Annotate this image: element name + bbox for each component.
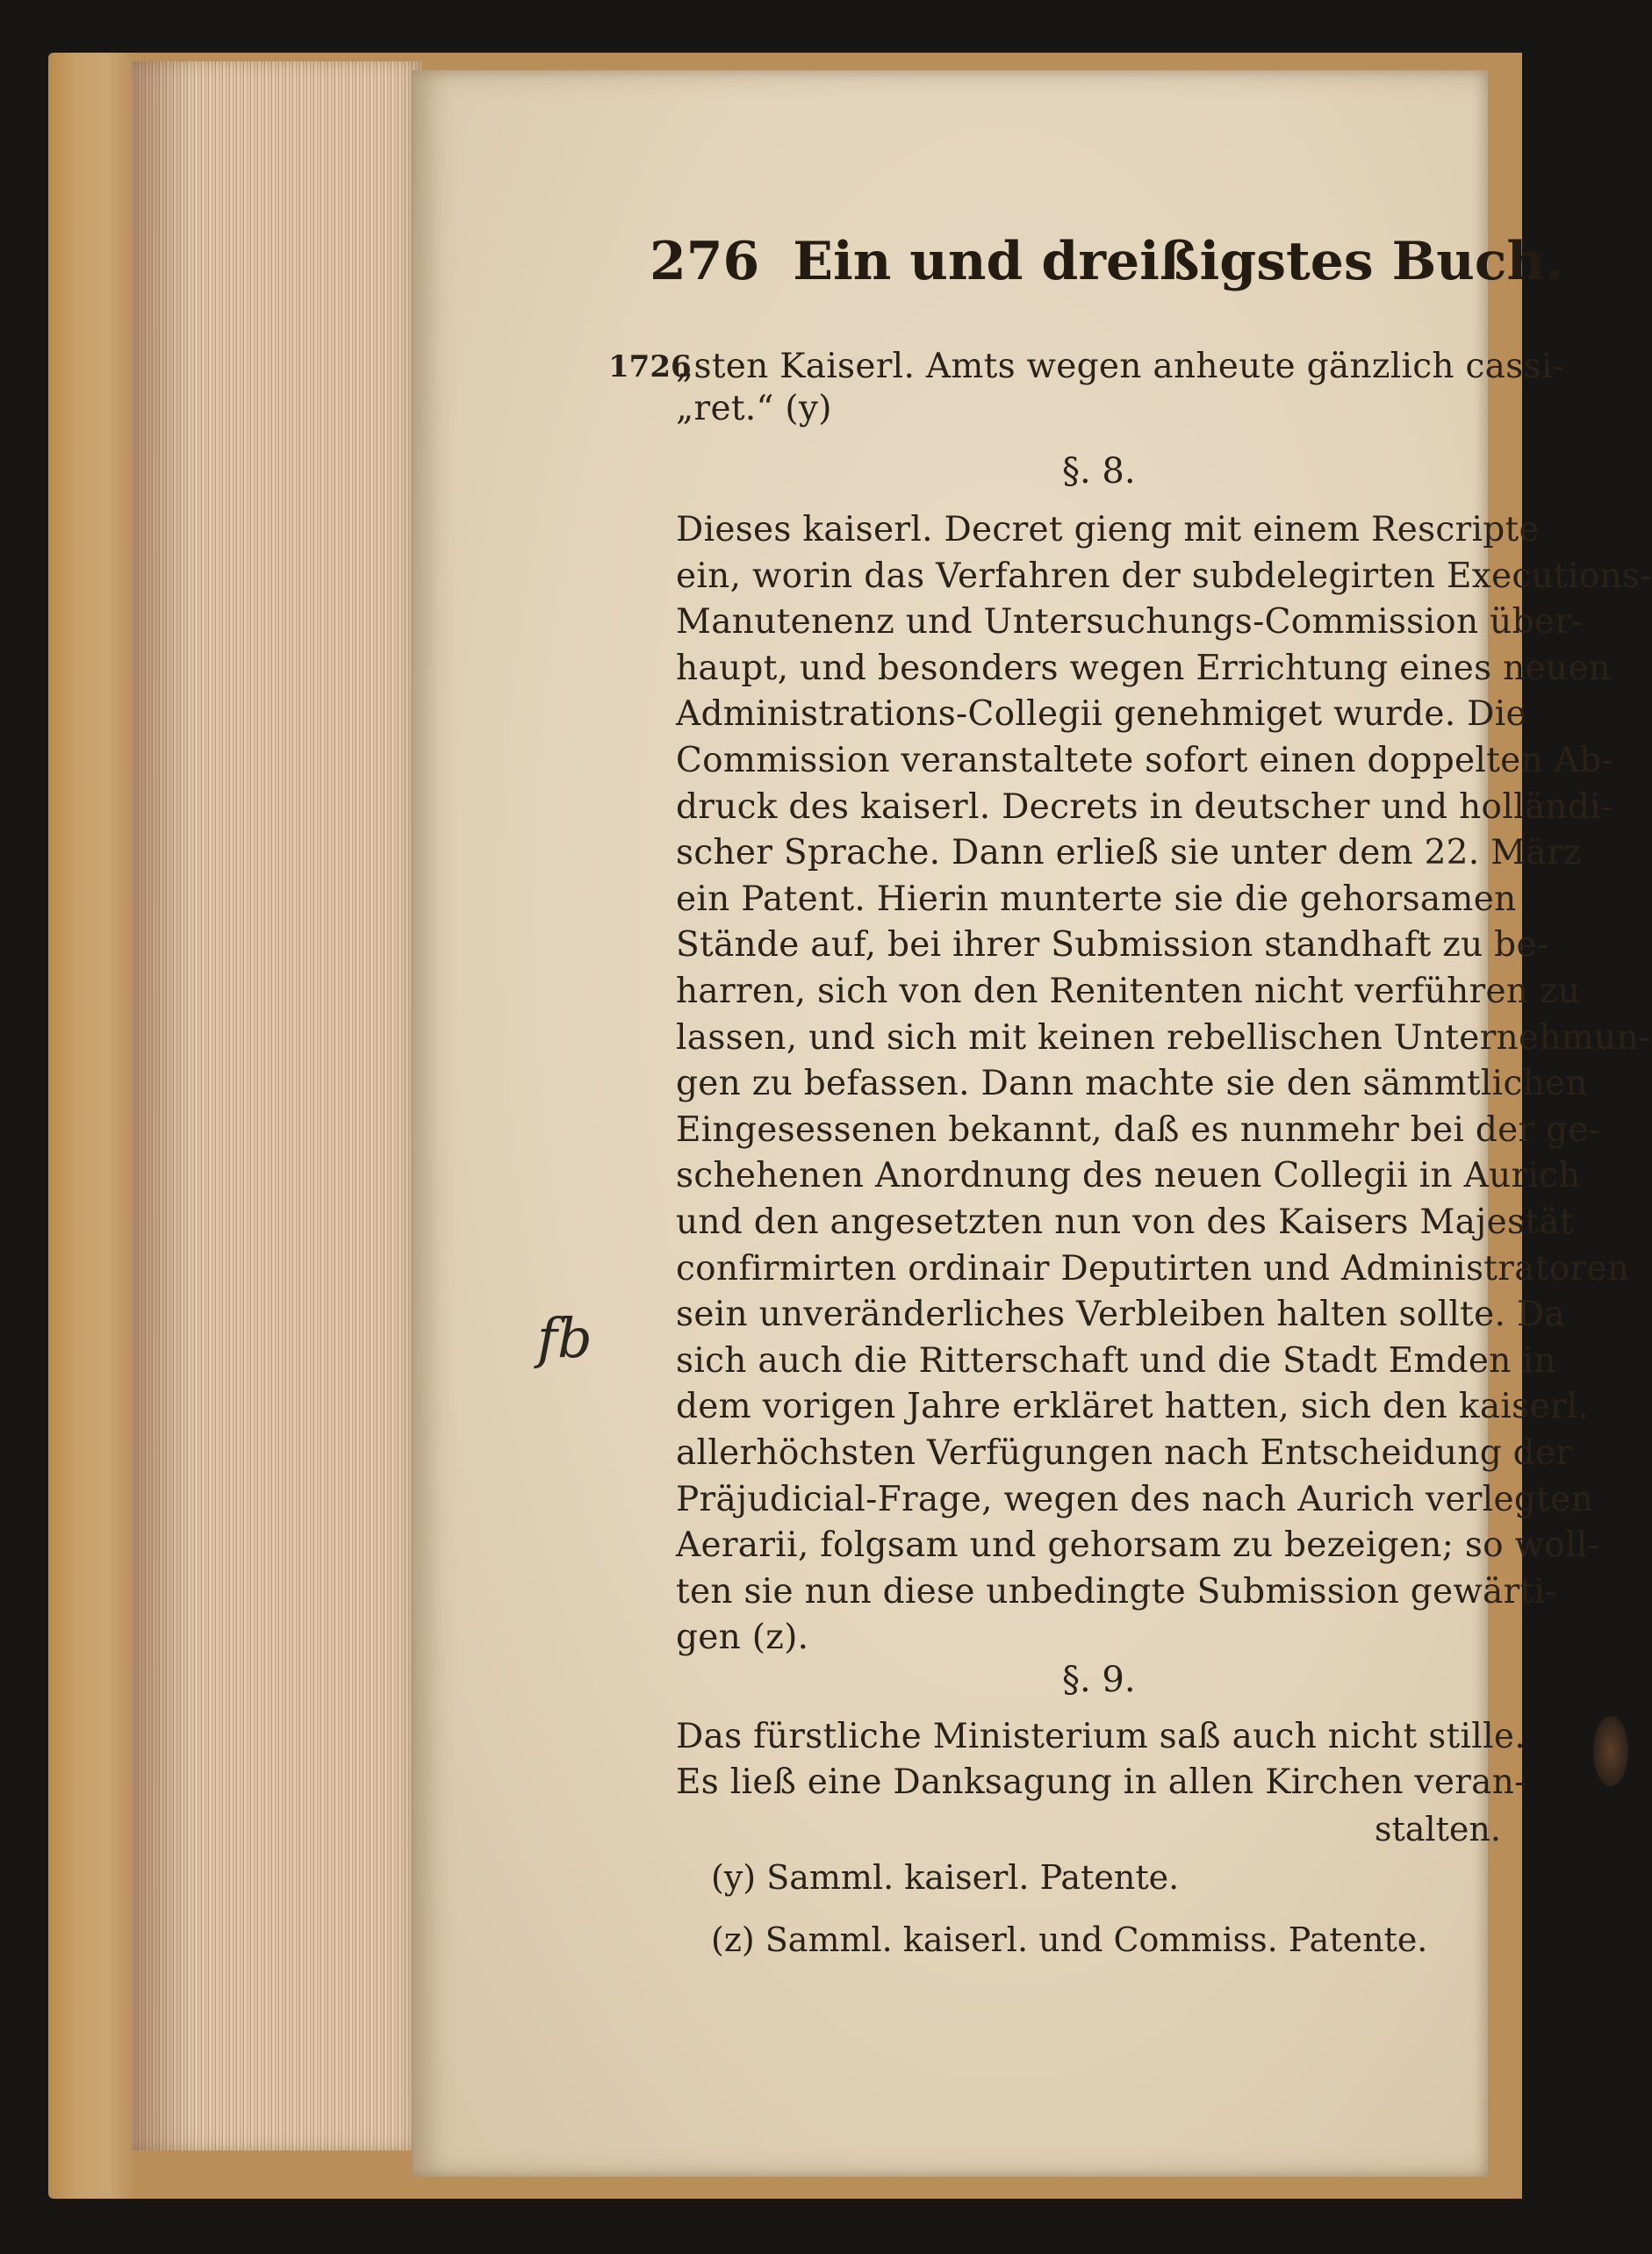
text-line: scher Sprache. Dann erließ sie unter dem 22. März <box>676 833 1582 873</box>
text-line: ein, worin das Verfahren der subdelegirten Executions- <box>676 556 1652 596</box>
text-line: Eingesessenen bekannt, daß es nunmehr bei der ge- <box>676 1109 1601 1150</box>
text-line: haupt, und besonders wegen Errichtung eines neuen <box>676 648 1612 688</box>
handwritten-margin-note: fb <box>537 1306 593 1370</box>
text-line: dem vorigen Jahre erkläret hatten, sich den kaiserl. <box>676 1387 1590 1427</box>
text-line: Präjudicial-Frage, wegen des nach Aurich verlegten <box>676 1479 1593 1519</box>
running-title: Ein und dreißigstes Buch. <box>793 231 1563 292</box>
catchword: stalten. <box>1375 1810 1501 1848</box>
text-line: Manutenenz und Untersuchungs-Commission über- <box>676 602 1584 642</box>
text-line: „ret.“ (y) <box>676 389 832 428</box>
text-line: und den angesetzten nun von des Kaisers Majestät <box>676 1202 1574 1242</box>
text-line: „sten Kaiserl. Amts wegen anheute gänzlich cassi- <box>676 347 1565 386</box>
text-line: Stände auf, bei ihrer Submission standhaft zu be- <box>676 925 1549 965</box>
text-line: harren, sich von den Renitenten nicht verführen zu <box>676 972 1581 1011</box>
text-line: gen (z). <box>676 1618 809 1658</box>
text-line: gen zu befassen. Dann machte sie den sämmtlichen <box>676 1064 1588 1104</box>
section-heading-9: §. 9. <box>1062 1660 1136 1700</box>
text-line: sein unveränderliches Verbleiben halten sollte. Da <box>676 1295 1566 1335</box>
section-heading-8: §. 8. <box>1062 451 1136 492</box>
text-line: Aerarii, folgsam und gehorsam zu bezeigen; so woll- <box>676 1525 1600 1566</box>
text-line: druck des kaiserl. Decrets in deutscher und holländi- <box>676 786 1613 827</box>
text-line: Administrations-Collegii genehmiget wurde. Die <box>676 694 1526 735</box>
text-line: Es ließ eine Danksagung in allen Kirchen veran- <box>676 1762 1526 1802</box>
footnote-z: (z) Samml. kaiserl. und Commiss. Patente. <box>711 1920 1428 1959</box>
footnote-y: (y) Samml. kaiserl. Patente. <box>711 1858 1180 1897</box>
page-number: 276 <box>650 231 760 292</box>
text-line: Das fürstliche Ministerium saß auch nicht stille. <box>676 1717 1526 1756</box>
running-header <box>650 230 1563 293</box>
text-line: Commission veranstaltete sofort einen doppelten Ab- <box>676 741 1613 780</box>
text-line: ten sie nun diese unbedingte Submission gewärti- <box>676 1571 1557 1612</box>
text-line: schehenen Anordnung des neuen Collegii in Aurich <box>676 1156 1581 1196</box>
text-line: confirmirten ordinair Deputirten und Administratoren <box>676 1248 1630 1289</box>
text-line: allerhöchsten Verfügungen nach Entscheidung der <box>676 1433 1573 1473</box>
page-stain <box>1593 1716 1628 1786</box>
margin-year: 1726 <box>608 349 692 384</box>
text-line: ein Patent. Hierin munterte sie die gehorsamen <box>676 879 1517 919</box>
text-line: lassen, und sich mit keinen rebellischen Unternehmun- <box>676 1017 1651 1058</box>
text-line: Dieses kaiserl. Decret gieng mit einem Rescripte <box>676 510 1540 549</box>
text-line: sich auch die Ritterschaft und die Stadt Emden in <box>676 1340 1556 1381</box>
